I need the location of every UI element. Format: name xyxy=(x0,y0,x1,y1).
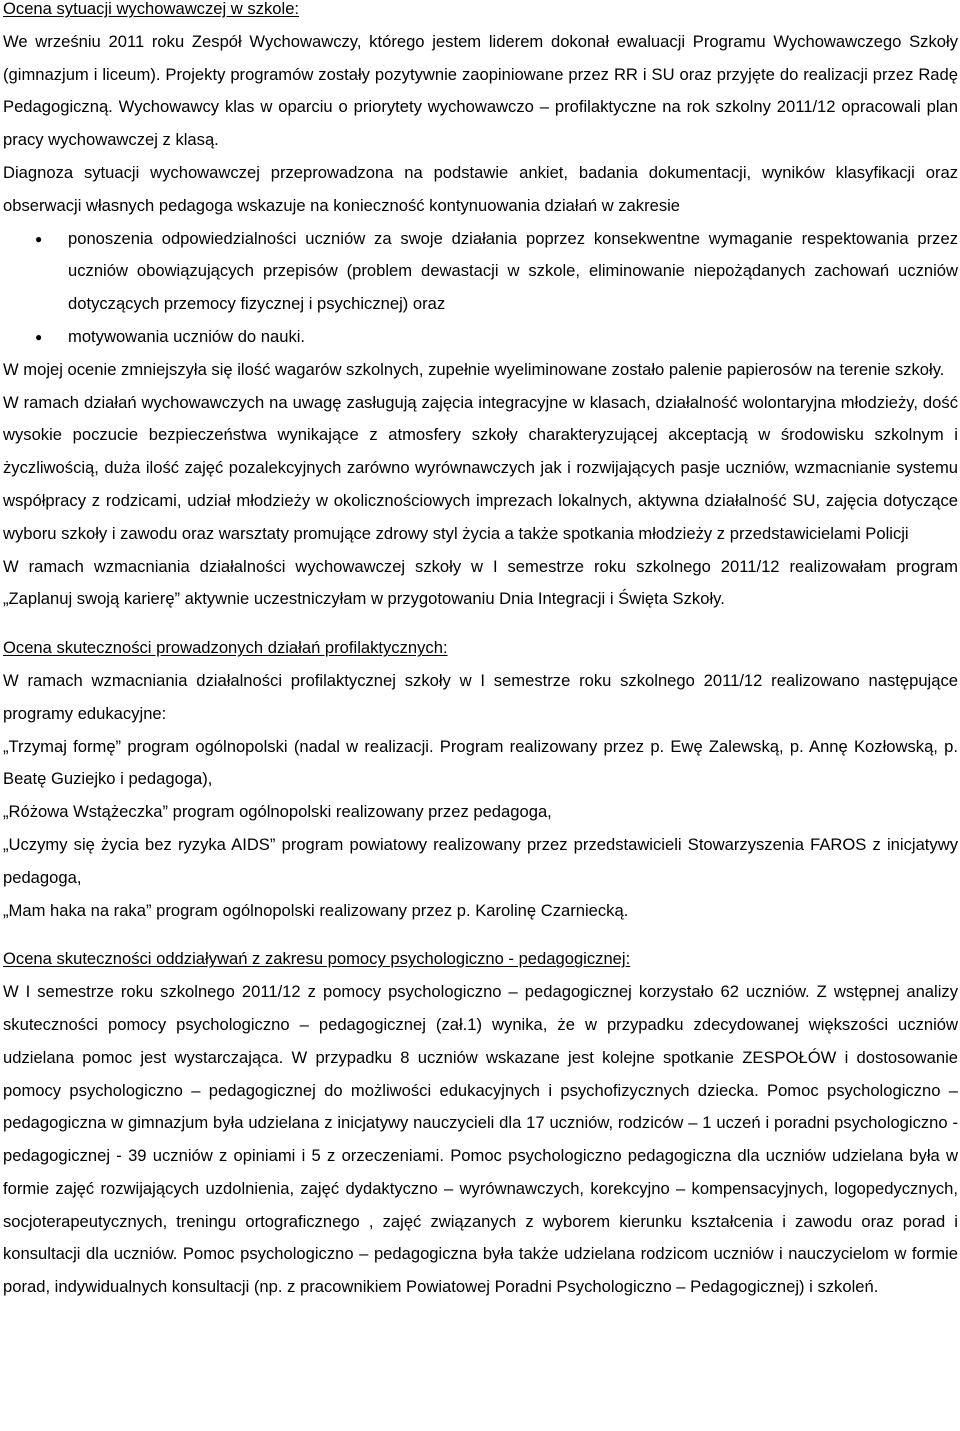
bullet-dot-icon: ● xyxy=(35,329,43,344)
section-spacer xyxy=(3,616,958,632)
paragraph: W ramach działań wychowawczych na uwagę zasługują zajęcia integracyjne w klasach, działalność wolontaryjna młodzieży, dość wysokie poczucie bezpieczeństwa wynikające z atmosfery szkoły charakteryzującej akceptacją w środowisku szkolnym i życzliwością, duża ilość zajęć pozalekcyjnych zarówno wyrównawczych jak i rozwijających pasje uczniów, wzmacnianie systemu współpracy z rodzicami, udział młodzieży w okolicznościowych imprezach lokalnych, aktywna działalność SU, zajęcia dotyczące wyboru szkoły i zawodu oraz warsztaty promujące zdrowy styl życia a także spotkania młodzieży z przedstawicielami Policji xyxy=(3,392,958,543)
section-prevention xyxy=(3,632,958,927)
program-item: „Mam haka na raka” program ogólnopolski realizowany przez p. Karolinę Czarniecką. xyxy=(3,900,629,920)
list-item xyxy=(3,223,958,321)
section-heading: Ocena skuteczności oddziaływań z zakresu pomocy psychologiczno - pedagogicznej: xyxy=(3,949,631,969)
section-heading: Ocena skuteczności prowadzonych działań profilaktycznych: xyxy=(3,638,448,658)
list-item xyxy=(3,321,958,354)
section-situation xyxy=(3,0,958,616)
paragraph: We wrześniu 2011 roku Zespół Wychowawczy, którego jestem liderem dokonał ewaluacji Programu Wychowawczego Szkoły (gimnazjum i liceum). Projekty programów zostały pozytywnie zaopiniowane przez RR i SU oraz przyjęte do realizacji przez Radę Pedagogiczną. Wychowawcy klas w oparciu o priorytety wychowawczo – profilaktyczne na rok szkolny 2011/12 opracowali plan pracy wychowawczej z klasą. xyxy=(3,31,958,150)
paragraph: W I semestrze roku szkolnego 2011/12 z pomocy psychologiczno – pedagogicznej korzystało 62 uczniów. Z wstępnej analizy skuteczności pomocy psychologiczno – pedagogicznej (zał.1) wynika, że w przypadku zdecydowanej większości uczniów udzielana pomoc jest wystarczająca. W przypadku 8 uczniów wskazane jest kolejne spotkanie ZESPOŁÓW i dostosowanie pomocy psychologiczno – pedagogicznej do możliwości edukacyjnych i psychofizycznych dziecka. Pomoc psychologiczno – pedagogiczna w gimnazjum była udzielana z inicjatywy nauczycieli dla 17 uczniów, rodziców – 1 uczeń i poradni psychologiczno - pedagogicznej - 39 uczniów z opiniami i 5 z orzeczeniami. Pomoc psychologiczno pedagogiczna dla uczniów udzielana była w formie zajęć rozwijających uzdolnienia, zajęć dydaktyczno – wyrównawczych, korekcyjno – kompensacyjnych, logopedycznych, socjoterapeutycznych, treningu ortograficznego , zajęć związanych z wyborem kierunku kształcenia i zawodu oraz porad i konsultacji dla uczniów. Pomoc psychologiczno – pedagogiczna była także udzielana rodzicom uczniów i nauczycielom w formie porad, indywidualnych konsultacji (np. z pracownikiem Powiatowej Poradni Psychologiczno – Pedagogicznej) i szkoleń. xyxy=(3,982,958,1297)
program-item: „Uczymy się życia bez ryzyka AIDS” program powiatowy realizowany przez przedstawicieli Stowarzyszenia FAROS z inicjatywy pedagoga, xyxy=(3,834,958,887)
list-item-text: ponoszenia odpowiedzialności uczniów za swoje działania poprzez konsekwentne wymaganie respektowania przez uczniów obowiązujących przepisów (problem dewastacji w szkole, eliminowanie niepożądanych zachowań uczniów dotyczących przemocy fizycznej i psychicznej) oraz xyxy=(68,228,958,314)
bullet-list xyxy=(3,223,958,354)
section-spacer xyxy=(3,927,958,943)
paragraph: W ramach wzmacniania działalności profilaktycznej szkoły w I semestrze roku szkolnego 2011/12 realizowano następujące programy edukacyjne: xyxy=(3,670,958,723)
section-psychological-help xyxy=(3,943,958,1304)
section-heading: Ocena sytuacji wychowawczej w szkole: xyxy=(3,0,300,18)
paragraph: Diagnoza sytuacji wychowawczej przeprowadzona na podstawie ankiet, badania dokumentacji, wyników klasyfikacji oraz obserwacji własnych pedagoga wskazuje na konieczność kontynuowania działań w zakresie xyxy=(3,162,958,215)
bullet-dot-icon: ● xyxy=(35,231,43,246)
program-item: „Różowa Wstążeczka” program ogólnopolski realizowany przez pedagoga, xyxy=(3,802,552,822)
paragraph: W ramach wzmacniania działalności wychowawczej szkoły w I semestrze roku szkolnego 2011/12 realizowałam program „Zaplanuj swoją karierę” aktywnie uczestniczyłam w przygotowaniu Dnia Integracji i Święta Szkoły. xyxy=(3,556,958,609)
list-item-text: motywowania uczniów do nauki. xyxy=(68,326,306,346)
program-item: „Trzymaj formę” program ogólnopolski (nadal w realizacji. Program realizowany przez p. Ewę Zalewską, p. Annę Kozłowską, p. Beatę Guziejko i pedagoga), xyxy=(3,736,958,789)
paragraph: W mojej ocenie zmniejszyła się ilość wagarów szkolnych, zupełnie wyeliminowane zostało palenie papierosów na terenie szkoły. xyxy=(3,359,945,379)
